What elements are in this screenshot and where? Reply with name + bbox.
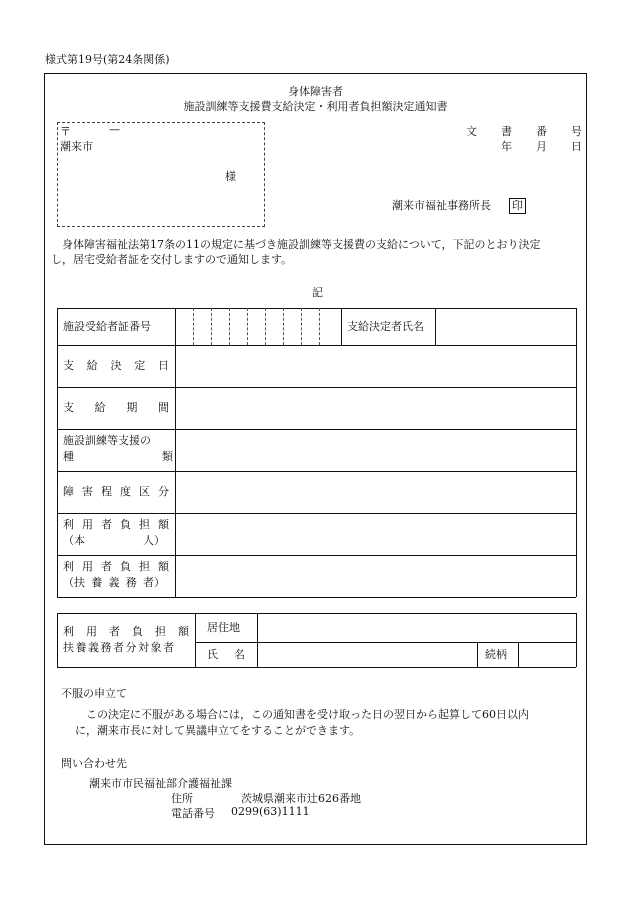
inquiry-department: 潮来市市民福祉部介護福祉課 (89, 777, 232, 790)
notice-form (44, 73, 587, 845)
postal-mark: 〒 (60, 125, 71, 138)
name-label: 氏 名 (207, 648, 245, 661)
cert-number-field[interactable] (176, 309, 341, 345)
support-type-field[interactable] (176, 430, 576, 471)
title-line-1: 身体障害者 (288, 85, 343, 98)
issuer-line (392, 197, 526, 214)
issuer-name: 潮来市福祉事務所長 (392, 199, 491, 212)
burden-supporter-field[interactable] (176, 556, 576, 597)
date-label: 年 月 日 (501, 140, 582, 153)
relation-field[interactable] (519, 643, 576, 667)
residence-field[interactable] (258, 614, 576, 642)
disability-level-label: 障 害 程 度 区 分 (63, 485, 169, 498)
body-text-line-2: し，居宅受給者証を交付しますので通知します。 (51, 253, 293, 266)
objection-line-2: に，潮来市長に対して異議申立てをすることができます。 (75, 724, 361, 737)
residence-label: 居住地 (207, 621, 240, 634)
body-text-line-1: 身体障害福祉法第17条の11の規定に基づき施設訓練等支援費の支給について，下記のとおり決定 (51, 238, 541, 251)
honorific-sama: 様 (225, 170, 236, 183)
recipient-city: 潮来市 (60, 140, 93, 153)
seal-mark: 印 (509, 198, 526, 214)
recipient-name-label: 支給決定者氏名 (347, 320, 424, 333)
postal-dash: — (109, 123, 120, 136)
burden-supporter-label: 利 用 者 負 担 額 （扶 養 義 務 者） (63, 560, 169, 589)
period-label: 支 給 期 間 (63, 401, 169, 414)
period-field[interactable] (176, 388, 576, 429)
inquiry-heading: 問い合わせ先 (61, 757, 127, 770)
burden-self-label: 利 用 者 負 担 額 （本 人） (63, 518, 169, 547)
recipient-name-field[interactable] (436, 309, 576, 345)
support-type-label: 施設訓練等支援の 種 類 (63, 434, 173, 463)
relation-label: 続柄 (485, 648, 507, 661)
ki-label: 記 (312, 286, 323, 299)
disability-level-field[interactable] (176, 472, 576, 513)
decision-date-field[interactable] (176, 346, 576, 387)
objection-line-1: この決定に不服がある場合には，この通知書を受け取った日の翌日から起算して60日以内 (75, 708, 529, 721)
decision-date-label: 支 給 決 定 日 (63, 359, 169, 372)
cert-number-label: 施設受給者証番号 (63, 320, 151, 333)
inquiry-phone-label: 電話番号 (171, 807, 215, 820)
supporter-section-label: 利 用 者 負 担 額 扶養義務者分対象者 (63, 625, 189, 654)
inquiry-address-value: 茨城県潮来市辻626番地 (241, 792, 361, 805)
supporter-name-field[interactable] (258, 643, 477, 667)
form-id: 様式第19号(第24条関係) (45, 53, 170, 66)
title-line-2: 施設訓練等支援費支給決定・利用者負担額決定通知書 (183, 100, 448, 113)
burden-self-field[interactable] (176, 514, 576, 555)
inquiry-address-label: 住所 (171, 792, 193, 805)
objection-heading: 不服の申立て (61, 687, 127, 700)
doc-number-label: 文 書 番 号 (466, 125, 582, 138)
inquiry-phone-value: 0299(63)1111 (231, 805, 310, 818)
